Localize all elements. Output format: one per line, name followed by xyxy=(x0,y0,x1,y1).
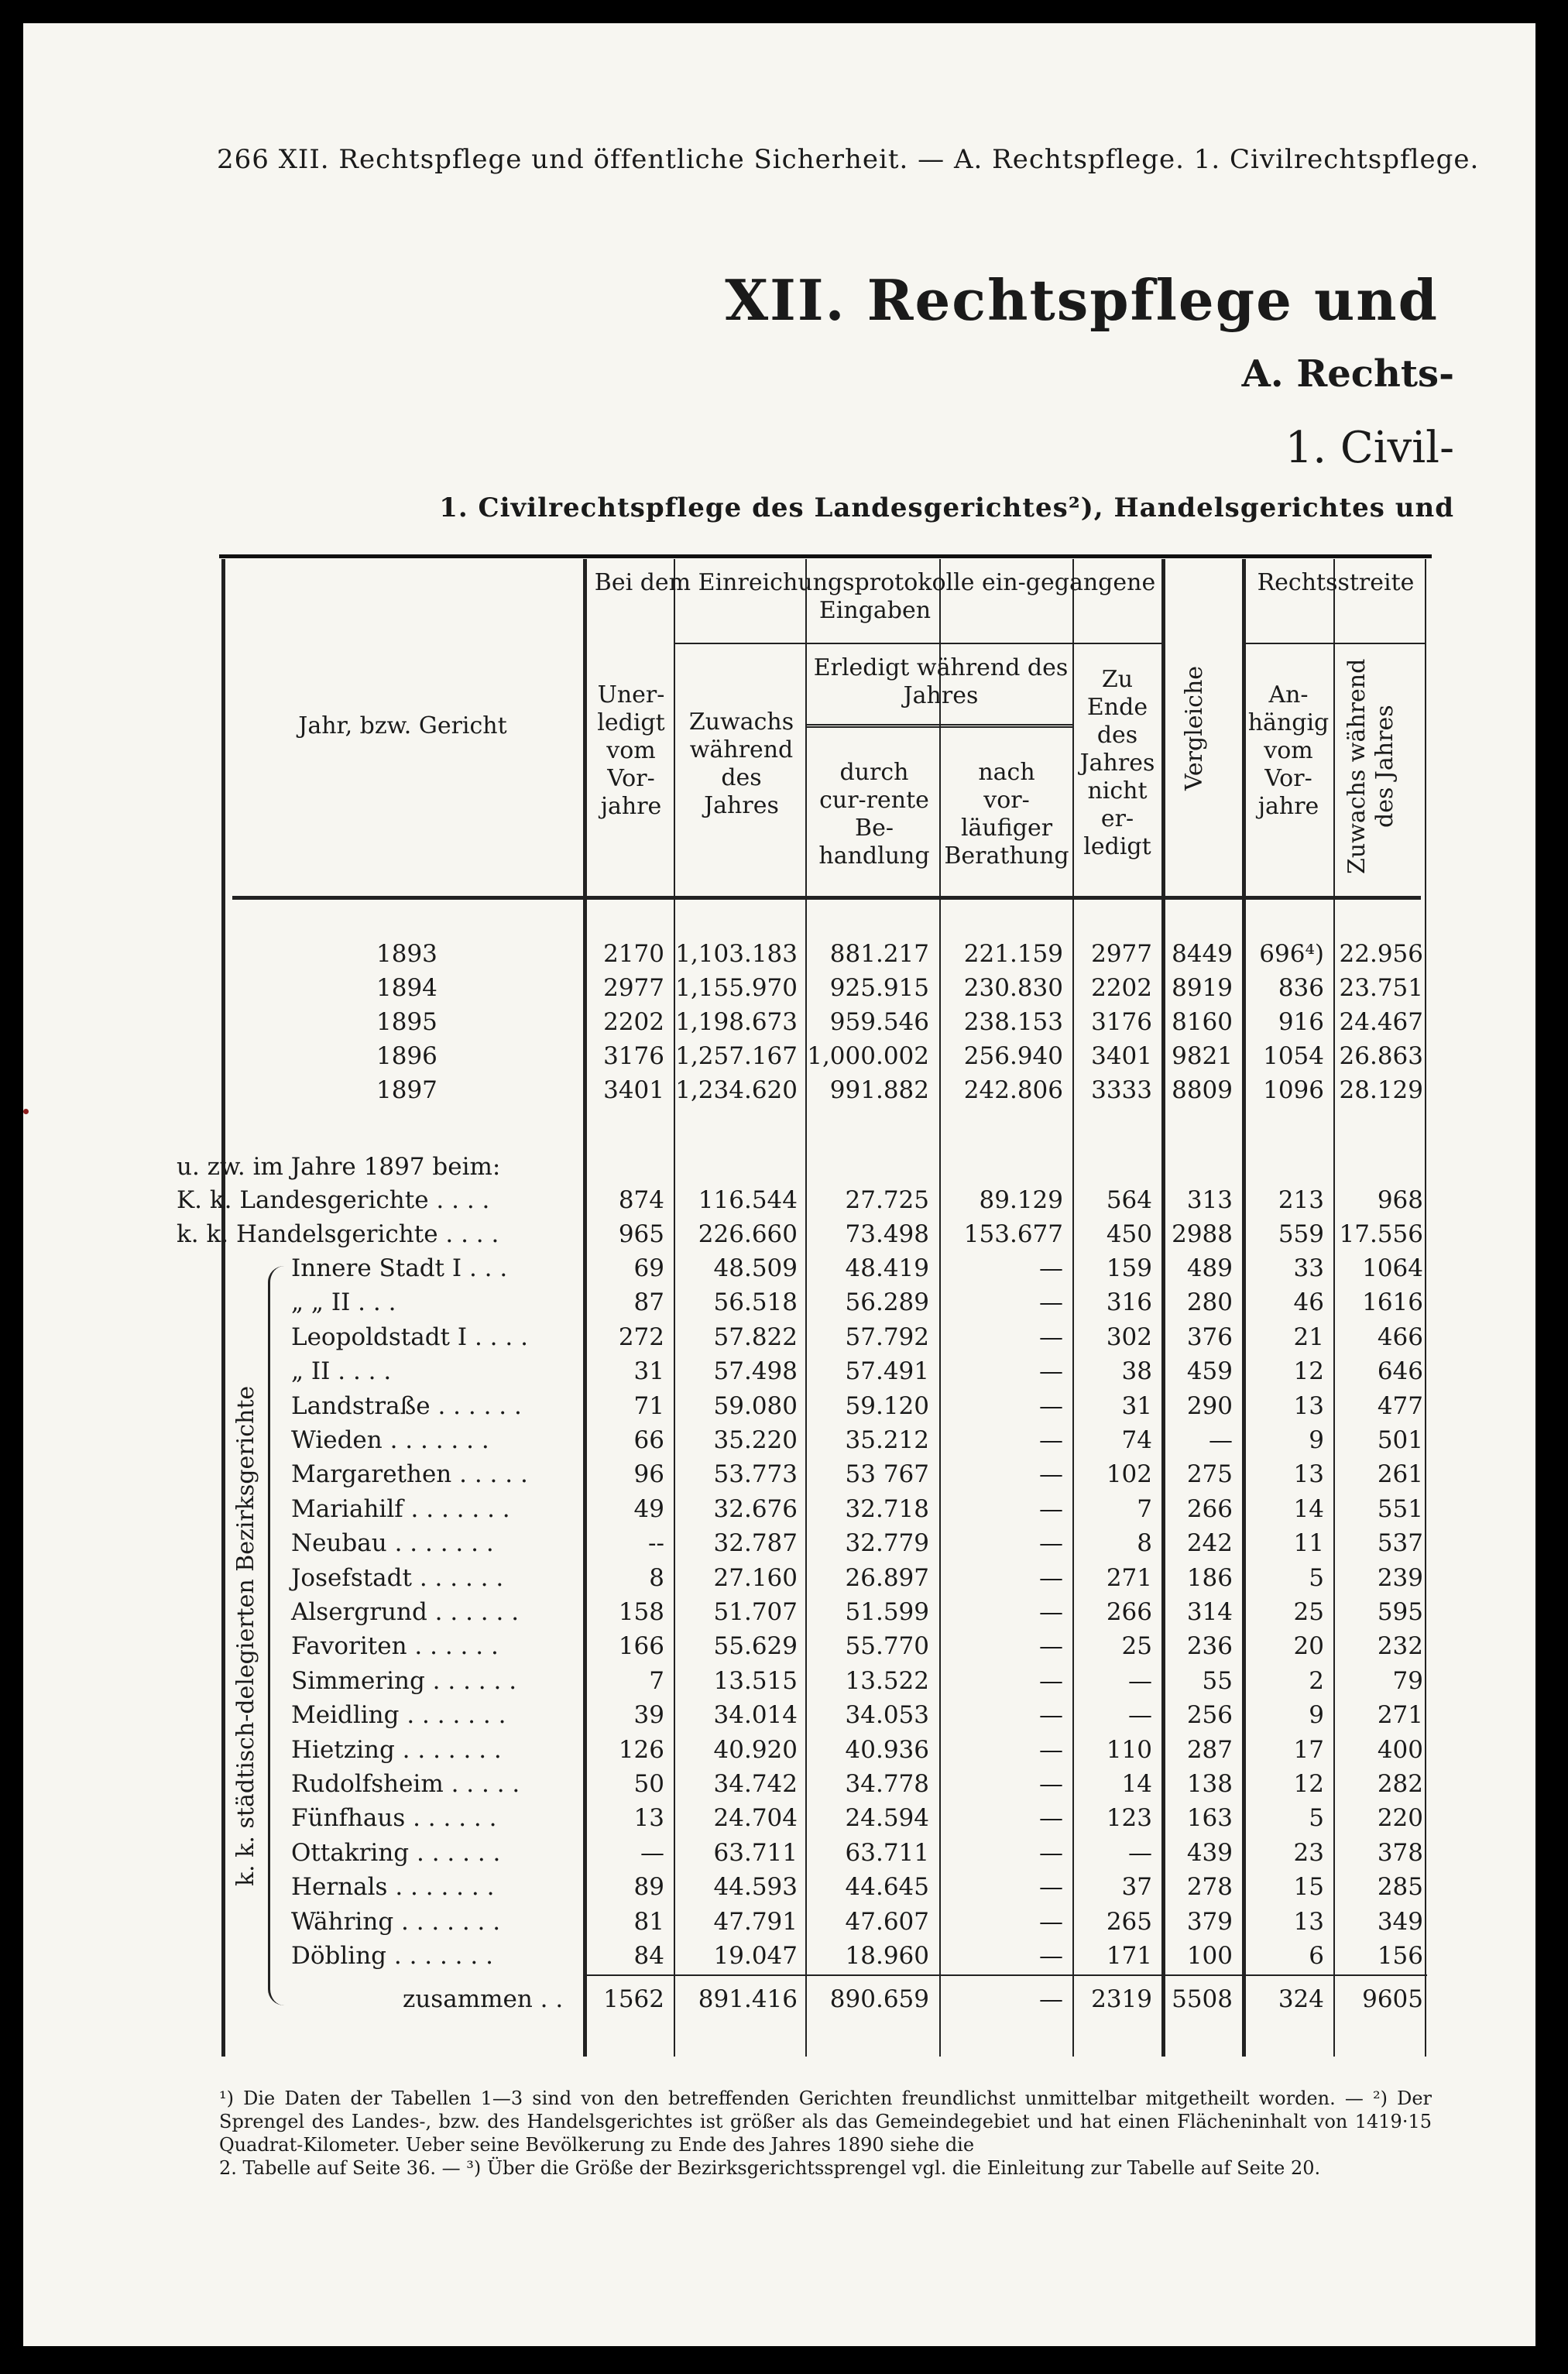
year-row-cell: 881.217 xyxy=(829,940,929,968)
district-row-cell: 57.792 xyxy=(845,1323,929,1351)
header-zuwachs: Zuwachs während des Jahres xyxy=(688,708,794,819)
header-jahr: Jahr, bzw. Gericht xyxy=(298,712,507,739)
district-label: Meidling . . . . . . . xyxy=(291,1701,506,1730)
district-row-cell: 5 xyxy=(1309,1563,1324,1592)
year-row-cell: 3401 xyxy=(1091,1042,1152,1070)
district-row-cell: 14 xyxy=(1121,1770,1152,1798)
district-row-cell: 71 xyxy=(633,1391,664,1420)
district-row-cell: — xyxy=(1039,1563,1063,1592)
running-header: 266 XII. Rechtspflege und öffentliche Sicherheit. — A. Rechtspflege. 1. Civilrechtspflege. xyxy=(217,144,1480,175)
district-row-cell: 2 xyxy=(1309,1666,1324,1695)
district-row-cell: 49 xyxy=(633,1494,664,1523)
year-row-cell: 221.159 xyxy=(963,940,1063,968)
court-row-cell: 564 xyxy=(1106,1186,1152,1214)
district-row-cell: 21 xyxy=(1293,1323,1324,1351)
year-row-cell: 2202 xyxy=(1091,974,1152,1002)
district-row-cell: 376 xyxy=(1186,1323,1233,1351)
district-row-cell: — xyxy=(1039,1735,1063,1764)
district-row-cell: 5 xyxy=(1309,1804,1324,1833)
district-row-cell: 51.707 xyxy=(713,1598,798,1626)
court-row-cell: 73.498 xyxy=(845,1220,929,1248)
district-row-cell: — xyxy=(1039,1632,1063,1661)
district-row-cell: 63.711 xyxy=(713,1838,798,1867)
district-row-cell: 17 xyxy=(1293,1735,1324,1764)
header-group-rechtsstreite: Rechtsstreite xyxy=(1257,569,1415,596)
court-row-cell: 968 xyxy=(1377,1186,1423,1214)
district-row-cell: 220 xyxy=(1377,1804,1423,1833)
district-label: Josefstadt . . . . . . xyxy=(291,1563,504,1592)
district-row-cell: 53.773 xyxy=(713,1460,798,1489)
header-group-eingaben: Bei dem Einreichungsprotokolle ein-gegangene Eingaben xyxy=(594,569,1156,624)
year-row-cell: 230.830 xyxy=(963,974,1063,1002)
district-row-cell: 89 xyxy=(633,1873,664,1902)
district-row-cell: 316 xyxy=(1106,1288,1152,1317)
district-row-cell: 32.676 xyxy=(713,1494,798,1523)
district-row-cell: 400 xyxy=(1377,1735,1423,1764)
year-row-cell: 3176 xyxy=(1091,1008,1152,1036)
district-row-cell: — xyxy=(1039,1426,1063,1454)
header-vergleiche: Vergleiche xyxy=(1181,665,1208,791)
subheader-rule xyxy=(805,724,1072,726)
district-row-cell: 13 xyxy=(633,1804,664,1833)
district-row-cell: 32.787 xyxy=(713,1529,798,1558)
district-row-cell: 55.770 xyxy=(845,1632,929,1661)
district-row-cell: 8 xyxy=(1137,1529,1152,1558)
total-row-cell: 1562 xyxy=(603,1985,664,2013)
year-row-cell: 1,000.002 xyxy=(807,1042,929,1070)
district-label: „ „ II . . . xyxy=(291,1288,396,1317)
year-label: 1896 xyxy=(376,1042,437,1070)
section-subhead: u. zw. im Jahre 1897 beim: xyxy=(177,1153,501,1181)
district-row-cell: 102 xyxy=(1106,1460,1152,1489)
year-row-cell: 242.806 xyxy=(963,1076,1063,1104)
district-row-cell: 537 xyxy=(1377,1529,1423,1558)
district-label: Rudolfsheim . . . . . xyxy=(291,1770,520,1798)
district-row-cell: 34.742 xyxy=(713,1770,798,1798)
district-row-cell: — xyxy=(1039,1701,1063,1730)
district-row-cell: 15 xyxy=(1293,1873,1324,1902)
district-label: Alsergrund . . . . . . xyxy=(291,1598,520,1626)
footnote-text: ¹) Die Daten der Tabellen 1—3 sind von den betreffenden Gerichten freundlichst unmittelbar mitgetheilt worden. — ²) Der Sprengel des Landes-, bzw. des Handelsgerichtes ist größer als das Gemeindegebiet und hat einen Flächeninhalt von 1419·15 Quadrat-Kilometer. Ueber seine Bevölkerung zu Ende des Jahres 1890 siehe die xyxy=(219,2088,1432,2156)
district-row-cell: 69 xyxy=(633,1254,664,1282)
year-label: 1895 xyxy=(376,1008,437,1036)
district-row-cell: 280 xyxy=(1186,1288,1233,1317)
district-row-cell: 13 xyxy=(1293,1460,1324,1489)
year-row-cell: 256.940 xyxy=(963,1042,1063,1070)
district-row-cell: 38 xyxy=(1121,1357,1152,1386)
district-row-cell: 35.212 xyxy=(845,1426,929,1454)
district-label: Mariahilf . . . . . . . xyxy=(291,1494,510,1523)
district-row-cell: 290 xyxy=(1186,1391,1233,1420)
district-label: Leopoldstadt I . . . . xyxy=(291,1323,528,1351)
district-row-cell: 74 xyxy=(1121,1426,1152,1454)
section-title: A. Rechts- xyxy=(1241,352,1454,396)
district-row-cell: -- xyxy=(648,1529,664,1558)
total-label: zusammen . . xyxy=(403,1985,564,2013)
total-row-cell: 891.416 xyxy=(698,1985,798,2013)
year-row-cell: 238.153 xyxy=(963,1008,1063,1036)
total-row-cell: 324 xyxy=(1278,1985,1324,2013)
district-row-cell: — xyxy=(1039,1873,1063,1902)
table-top-rule xyxy=(219,554,1432,558)
district-row-cell: 57.822 xyxy=(713,1323,798,1351)
district-row-cell: — xyxy=(1039,1666,1063,1695)
district-row-cell: 378 xyxy=(1377,1838,1423,1867)
district-row-cell: — xyxy=(1039,1770,1063,1798)
district-row-cell: 271 xyxy=(1106,1563,1152,1592)
district-row-cell: 13.522 xyxy=(845,1666,929,1695)
district-row-cell: 35.220 xyxy=(713,1426,798,1454)
chapter-title: XII. Rechtspflege und xyxy=(725,267,1439,333)
district-row-cell: 55.629 xyxy=(713,1632,798,1661)
district-row-cell: 266 xyxy=(1106,1598,1152,1626)
court-row-cell: 213 xyxy=(1278,1186,1324,1214)
district-row-cell: — xyxy=(1039,1907,1063,1936)
year-row-cell: 1,155.970 xyxy=(675,974,798,1002)
district-row-cell: 646 xyxy=(1377,1357,1423,1386)
year-row-cell: 9821 xyxy=(1172,1042,1233,1070)
year-row-cell: 1,234.620 xyxy=(675,1076,798,1104)
district-label: Innere Stadt I . . . xyxy=(291,1254,508,1282)
year-row-cell: 22.956 xyxy=(1339,940,1423,968)
year-row-cell: 1096 xyxy=(1263,1076,1324,1104)
district-label: Wieden . . . . . . . xyxy=(291,1426,489,1454)
district-row-cell: 81 xyxy=(633,1907,664,1936)
year-row-cell: 836 xyxy=(1278,974,1324,1002)
court-row-cell: 116.544 xyxy=(698,1186,798,1214)
year-row-cell: 991.882 xyxy=(829,1076,929,1104)
district-row-cell: 242 xyxy=(1186,1529,1233,1558)
district-row-cell: — xyxy=(1039,1804,1063,1833)
header-bottom-rule xyxy=(232,896,1421,900)
column-rule xyxy=(221,559,225,2057)
district-row-cell: 32.779 xyxy=(845,1529,929,1558)
district-label: Ottakring . . . . . . xyxy=(291,1838,501,1867)
district-row-cell: — xyxy=(1039,1838,1063,1867)
year-row-cell: 8160 xyxy=(1172,1008,1233,1036)
district-row-cell: — xyxy=(640,1838,664,1867)
court-row-cell: 27.725 xyxy=(845,1186,929,1214)
district-row-cell: 11 xyxy=(1293,1529,1324,1558)
district-label: Währing . . . . . . . xyxy=(291,1907,501,1936)
district-row-cell: 232 xyxy=(1377,1632,1423,1661)
total-row-cell: 9605 xyxy=(1362,1985,1423,2013)
district-row-cell: 166 xyxy=(618,1632,664,1661)
court-row-cell: 2988 xyxy=(1172,1220,1233,1248)
district-row-cell: 6 xyxy=(1309,1942,1324,1970)
district-row-cell: 459 xyxy=(1186,1357,1233,1386)
district-row-cell: 379 xyxy=(1186,1907,1233,1936)
year-row-cell: 24.467 xyxy=(1339,1008,1423,1036)
district-row-cell: 1616 xyxy=(1362,1288,1423,1317)
district-group-label: k. k. städtisch-delegierten Bezirksgerichte xyxy=(232,1385,259,1886)
district-row-cell: 110 xyxy=(1106,1735,1152,1764)
district-row-cell: 31 xyxy=(633,1357,664,1386)
court-row-cell: 153.677 xyxy=(963,1220,1063,1248)
year-label: 1897 xyxy=(376,1076,437,1104)
district-row-cell: 24.704 xyxy=(713,1804,798,1833)
district-row-cell: 34.053 xyxy=(845,1701,929,1730)
year-row-cell: 26.863 xyxy=(1339,1042,1423,1070)
district-row-cell: — xyxy=(1039,1529,1063,1558)
court-row-cell: 559 xyxy=(1278,1220,1324,1248)
district-row-cell: 171 xyxy=(1106,1942,1152,1970)
total-rule xyxy=(583,1974,1427,1976)
district-label: Margarethen . . . . . xyxy=(291,1460,528,1489)
court-row-cell: 17.556 xyxy=(1339,1220,1423,1248)
year-row-cell: 1054 xyxy=(1263,1042,1324,1070)
district-row-cell: 100 xyxy=(1186,1942,1233,1970)
district-label: „ II . . . . xyxy=(291,1357,392,1386)
district-row-cell: — xyxy=(1039,1254,1063,1282)
total-row-cell: 890.659 xyxy=(829,1985,929,2013)
court-row-cell: 450 xyxy=(1106,1220,1152,1248)
year-row-cell: 1,103.183 xyxy=(675,940,798,968)
year-row-cell: 925.915 xyxy=(829,974,929,1002)
district-row-cell: 158 xyxy=(618,1598,664,1626)
year-row-cell: 1,198.673 xyxy=(675,1008,798,1036)
district-row-cell: 126 xyxy=(618,1735,664,1764)
court-label: k. k. Handelsgerichte . . . . xyxy=(177,1220,499,1248)
district-row-cell: 186 xyxy=(1186,1563,1233,1592)
district-row-cell: 489 xyxy=(1186,1254,1233,1282)
district-row-cell: 44.645 xyxy=(845,1873,929,1902)
district-row-cell: 26.897 xyxy=(845,1563,929,1592)
year-label: 1894 xyxy=(376,974,437,1002)
header-rule xyxy=(674,643,1161,644)
district-row-cell: 9 xyxy=(1309,1426,1324,1454)
district-label: Landstraße . . . . . . xyxy=(291,1391,522,1420)
district-row-cell: 25 xyxy=(1293,1598,1324,1626)
court-row-cell: 313 xyxy=(1186,1186,1233,1214)
margin-mark xyxy=(23,1109,29,1114)
district-row-cell: 59.080 xyxy=(713,1391,798,1420)
district-row-cell: 466 xyxy=(1377,1323,1423,1351)
year-row-cell: 8919 xyxy=(1172,974,1233,1002)
district-row-cell: 20 xyxy=(1293,1632,1324,1661)
district-row-cell: 477 xyxy=(1377,1391,1423,1420)
district-row-cell: 159 xyxy=(1106,1254,1152,1282)
district-label: Fünfhaus . . . . . . xyxy=(291,1804,497,1833)
district-row-cell: 31 xyxy=(1121,1391,1152,1420)
district-row-cell: 40.920 xyxy=(713,1735,798,1764)
district-row-cell: 287 xyxy=(1186,1735,1233,1764)
district-row-cell: 55 xyxy=(1202,1666,1233,1695)
district-row-cell: 266 xyxy=(1186,1494,1233,1523)
district-row-cell: 48.509 xyxy=(713,1254,798,1282)
district-row-cell: 7 xyxy=(649,1666,664,1695)
district-label: Favoriten . . . . . . xyxy=(291,1632,499,1661)
district-row-cell: 39 xyxy=(633,1701,664,1730)
district-row-cell: 25 xyxy=(1121,1632,1152,1661)
district-row-cell: 44.593 xyxy=(713,1873,798,1902)
district-row-cell: 47.607 xyxy=(845,1907,929,1936)
header-zuwachs-rechtsstreite: Zuwachs während des Jahres xyxy=(1343,658,1398,875)
district-row-cell: 551 xyxy=(1377,1494,1423,1523)
header-anhaengig: An-hängig vom Vor-jahre xyxy=(1247,681,1330,820)
year-row-cell: 2977 xyxy=(1091,940,1152,968)
district-row-cell: 275 xyxy=(1186,1460,1233,1489)
district-label: Döbling . . . . . . . xyxy=(291,1942,493,1970)
district-row-cell: 9 xyxy=(1309,1701,1324,1730)
district-row-cell: 79 xyxy=(1392,1666,1423,1695)
year-row-cell: 3401 xyxy=(603,1076,664,1104)
district-row-cell: 272 xyxy=(618,1323,664,1351)
year-row-cell: 2977 xyxy=(603,974,664,1002)
district-row-cell: 57.498 xyxy=(713,1357,798,1386)
district-row-cell: 19.047 xyxy=(713,1942,798,1970)
district-row-cell: 13.515 xyxy=(713,1666,798,1695)
district-row-cell: 282 xyxy=(1377,1770,1423,1798)
district-row-cell: 24.594 xyxy=(845,1804,929,1833)
district-row-cell: 138 xyxy=(1186,1770,1233,1798)
district-row-cell: 34.778 xyxy=(845,1770,929,1798)
year-row-cell: 916 xyxy=(1278,1008,1324,1036)
year-row-cell: 1,257.167 xyxy=(675,1042,798,1070)
district-row-cell: 18.960 xyxy=(845,1942,929,1970)
district-row-cell: 27.160 xyxy=(713,1563,798,1592)
year-label: 1893 xyxy=(376,940,437,968)
district-row-cell: 34.014 xyxy=(713,1701,798,1730)
district-row-cell: 8 xyxy=(649,1563,664,1592)
column-rule xyxy=(674,559,675,2057)
year-row-cell: 28.129 xyxy=(1339,1076,1423,1104)
district-row-cell: — xyxy=(1128,1838,1152,1867)
district-row-cell: — xyxy=(1039,1460,1063,1489)
district-row-cell: 53 767 xyxy=(845,1460,929,1489)
district-row-cell: 63.711 xyxy=(845,1838,929,1867)
district-label: Simmering . . . . . . xyxy=(291,1666,517,1695)
district-row-cell: 23 xyxy=(1293,1838,1324,1867)
header-durch-currente: durch cur-rente Be-handlung xyxy=(818,759,930,870)
district-row-cell: 12 xyxy=(1293,1357,1324,1386)
district-row-cell: — xyxy=(1039,1391,1063,1420)
year-row-cell: 23.751 xyxy=(1339,974,1423,1002)
district-row-cell: 501 xyxy=(1377,1426,1423,1454)
district-row-cell: 37 xyxy=(1121,1873,1152,1902)
district-row-cell: 302 xyxy=(1106,1323,1152,1351)
district-row-cell: 1064 xyxy=(1362,1254,1423,1282)
column-rule xyxy=(1333,559,1335,2057)
district-row-cell: 33 xyxy=(1293,1254,1324,1282)
district-row-cell: 123 xyxy=(1106,1804,1152,1833)
header-erledigt: Erledigt während des Jahres xyxy=(813,654,1069,709)
year-row-cell: 3333 xyxy=(1091,1076,1152,1104)
district-brace xyxy=(268,1266,284,2005)
district-row-cell: 439 xyxy=(1186,1838,1233,1867)
district-row-cell: 156 xyxy=(1377,1942,1423,1970)
district-label: Hietzing . . . . . . . xyxy=(291,1735,502,1764)
court-row-cell: 89.129 xyxy=(979,1186,1063,1214)
header-zu-ende: Zu Ende des Jahres nicht er-ledigt xyxy=(1079,666,1155,860)
district-row-cell: — xyxy=(1128,1701,1152,1730)
district-row-cell: 46 xyxy=(1293,1288,1324,1317)
year-row-cell: 8449 xyxy=(1172,940,1233,968)
district-label: Hernals . . . . . . . xyxy=(291,1873,495,1902)
district-row-cell: 239 xyxy=(1377,1563,1423,1592)
district-row-cell: 13 xyxy=(1293,1391,1324,1420)
column-rule xyxy=(583,559,587,2057)
district-row-cell: 285 xyxy=(1377,1873,1423,1902)
district-row-cell: — xyxy=(1039,1942,1063,1970)
district-row-cell: 47.791 xyxy=(713,1907,798,1936)
district-row-cell: — xyxy=(1039,1288,1063,1317)
column-rule xyxy=(1425,559,1426,2057)
subsection-title: 1. Civil- xyxy=(1285,423,1454,473)
district-row-cell: 261 xyxy=(1377,1460,1423,1489)
district-row-cell: 57.491 xyxy=(845,1357,929,1386)
subheader-rule xyxy=(805,726,1072,728)
district-row-cell: 13 xyxy=(1293,1907,1324,1936)
footnote-text-end: 2. Tabelle auf Seite 36. — ³) Über die Größe der Bezirksgerichtssprengel vgl. die Einleitung zur Tabelle auf Seite 20. xyxy=(219,2157,1321,2179)
total-row-cell: 5508 xyxy=(1172,1985,1233,2013)
district-row-cell: 51.599 xyxy=(845,1598,929,1626)
year-row-cell: 8809 xyxy=(1172,1076,1233,1104)
district-row-cell: 271 xyxy=(1377,1701,1423,1730)
header-rule xyxy=(1242,643,1426,644)
district-row-cell: 265 xyxy=(1106,1907,1152,1936)
court-row-cell: 965 xyxy=(618,1220,664,1248)
district-row-cell: — xyxy=(1039,1494,1063,1523)
district-row-cell: 59.120 xyxy=(845,1391,929,1420)
district-label: Neubau . . . . . . . xyxy=(291,1529,494,1558)
district-row-cell: 32.718 xyxy=(845,1494,929,1523)
district-row-cell: 349 xyxy=(1377,1907,1423,1936)
district-row-cell: 163 xyxy=(1186,1804,1233,1833)
district-row-cell: 7 xyxy=(1137,1494,1152,1523)
district-row-cell: 84 xyxy=(633,1942,664,1970)
district-row-cell: 96 xyxy=(633,1460,664,1489)
year-row-cell: 696⁴) xyxy=(1259,940,1324,968)
header-unerledigt: Uner-ledigt vom Vor-jahre xyxy=(597,681,665,820)
district-row-cell: 314 xyxy=(1186,1598,1233,1626)
district-row-cell: 87 xyxy=(633,1288,664,1317)
district-row-cell: 236 xyxy=(1186,1632,1233,1661)
year-row-cell: 2202 xyxy=(603,1008,664,1036)
district-row-cell: — xyxy=(1128,1666,1152,1695)
district-row-cell: — xyxy=(1039,1323,1063,1351)
table-title: 1. Civilrechtspflege des Landesgerichtes²), Handelsgerichtes und xyxy=(439,492,1454,523)
district-row-cell: 40.936 xyxy=(845,1735,929,1764)
district-row-cell: 278 xyxy=(1186,1873,1233,1902)
court-row-cell: 874 xyxy=(618,1186,664,1214)
district-row-cell: 56.518 xyxy=(713,1288,798,1317)
total-row-cell: — xyxy=(1039,1985,1063,2013)
district-row-cell: 50 xyxy=(633,1770,664,1798)
district-row-cell: 48.419 xyxy=(845,1254,929,1282)
district-row-cell: — xyxy=(1039,1598,1063,1626)
year-row-cell: 2170 xyxy=(603,940,664,968)
district-row-cell: 14 xyxy=(1293,1494,1324,1523)
column-rule xyxy=(1072,559,1074,2057)
district-row-cell: — xyxy=(1039,1357,1063,1386)
district-row-cell: — xyxy=(1209,1426,1233,1454)
court-label: K. k. Landesgerichte . . . . xyxy=(177,1186,490,1214)
column-rule xyxy=(1161,559,1165,2057)
year-row-cell: 959.546 xyxy=(829,1008,929,1036)
year-row-cell: 3176 xyxy=(603,1042,664,1070)
district-row-cell: 56.289 xyxy=(845,1288,929,1317)
district-row-cell: 12 xyxy=(1293,1770,1324,1798)
district-row-cell: 256 xyxy=(1186,1701,1233,1730)
total-row-cell: 2319 xyxy=(1091,1985,1152,2013)
court-row-cell: 226.660 xyxy=(698,1220,798,1248)
header-nach-berathung: nach vor-läufiger Berathung xyxy=(944,759,1069,870)
district-row-cell: 595 xyxy=(1377,1598,1423,1626)
column-rule xyxy=(805,559,807,2057)
district-row-cell: 66 xyxy=(633,1426,664,1454)
